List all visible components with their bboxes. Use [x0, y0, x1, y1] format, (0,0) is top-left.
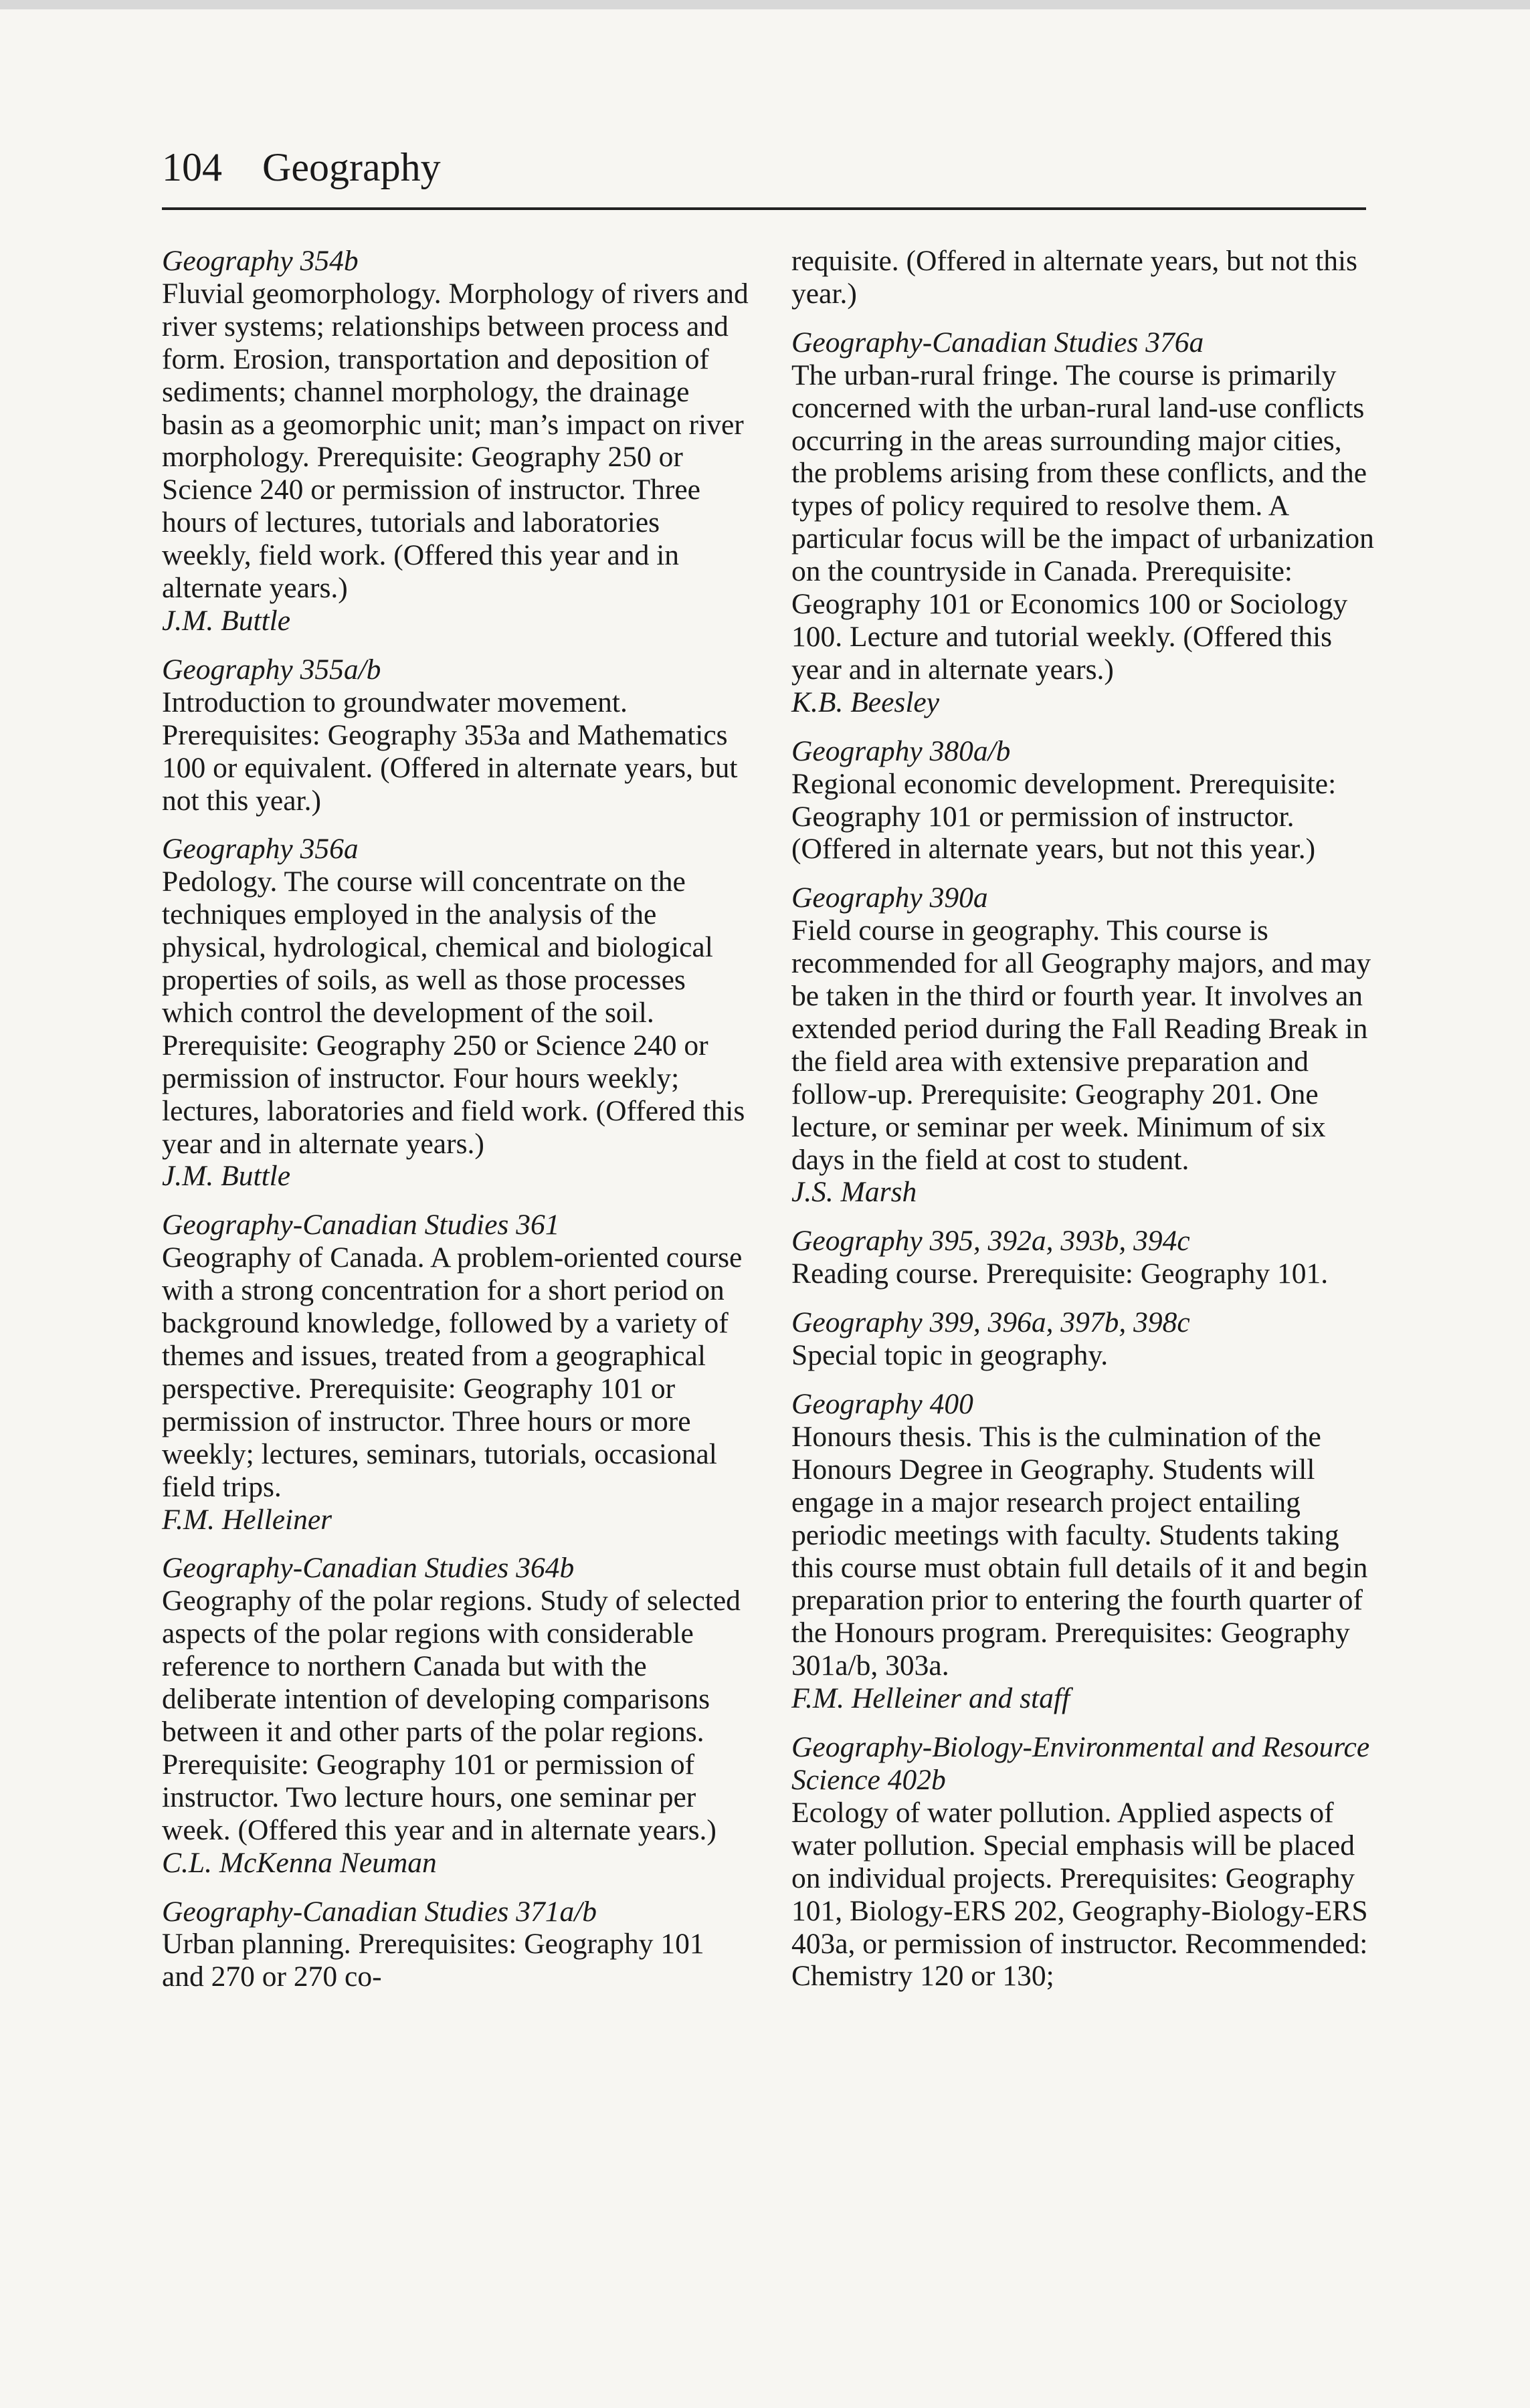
- course-description: Reading course. Prerequisite: Geography 101.: [791, 1258, 1329, 1290]
- course-description: Geography of the polar regions. Study of selected aspects of the polar regions with considerable reference to northern Canada but with the deliberate intention of developing comparisons between it and other parts of the polar regions. Prerequisite: Geography 101 or permission of instructor. Two lecture hours, one seminar per week. (Offered this year and in alternate years.): [162, 1585, 741, 1846]
- course-instructor: J.M. Buttle: [162, 604, 291, 637]
- left-column: [162, 245, 751, 2009]
- course-entry: [791, 1225, 1380, 1290]
- course-title: Geography 354b: [162, 245, 359, 277]
- course-entry: [791, 1731, 1380, 1993]
- course-description: Special topic in geography.: [791, 1339, 1109, 1372]
- course-title: Geography 400: [791, 1388, 973, 1420]
- course-entry: [162, 833, 751, 1193]
- course-entry: [162, 1209, 751, 1536]
- course-title: Geography 390a: [791, 882, 988, 914]
- course-title: Geography-Canadian Studies 376a: [791, 326, 1204, 359]
- course-entry: [162, 245, 751, 637]
- course-instructor: C.L. McKenna Neuman: [162, 1846, 437, 1879]
- course-title: Geography-Canadian Studies 361: [162, 1209, 560, 1241]
- course-entry: [791, 1306, 1380, 1372]
- course-description: Urban planning. Prerequisites: Geography 101 and 270 or 270 co-: [162, 1928, 704, 1993]
- course-instructor: F.M. Helleiner: [162, 1503, 332, 1536]
- course-title: Geography-Biology-Environmental and Resource Science 402b: [791, 1731, 1370, 1796]
- course-entry: [791, 735, 1380, 866]
- course-title: Geography-Canadian Studies 371a/b: [162, 1895, 597, 1928]
- continued-text: requisite. (Offered in alternate years, but not this year.): [791, 245, 1357, 310]
- course-description: Geography of Canada. A problem-oriented course with a strong concentration for a short period on background knowledge, followed by a variety of themes and issues, treated from a geographical perspective. Prerequisite: Geography 101 or permission of instructor. Three hours or more weekly; lectures, seminars, tutorials, occasional field trips.: [162, 1241, 743, 1503]
- right-column: [791, 245, 1380, 2009]
- course-instructor: J.S. Marsh: [791, 1176, 917, 1209]
- course-title: Geography 355a/b: [162, 653, 381, 686]
- course-description: Regional economic development. Prerequisite: Geography 101 or permission of instructor. (Offered in alternate years, but not this year.): [791, 767, 1337, 866]
- course-instructor: K.B. Beesley: [791, 686, 940, 718]
- course-description: The urban-rural fringe. The course is primarily concerned with the urban-rural land-use conflicts occurring in the areas surrounding major cities, the problems arising from these conflicts, and the types of policy required to resolve them. A particular focus will be the impact of urbanization on the countryside in Canada. Prerequisite: Geography 101 or Economics 100 or Sociology 100. Lecture and tutorial weekly. (Offered this year and in alternate years.): [791, 359, 1374, 686]
- header-rule: [162, 207, 1366, 210]
- page-number: 104: [162, 145, 222, 189]
- course-entry: [162, 1552, 751, 1879]
- course-entry: [791, 1388, 1380, 1715]
- course-description: Field course in geography. This course is recommended for all Geography majors, and may be taken in the third or fourth year. It involves an extended period during the Fall Reading Break in the field area with extensive preparation and follow-up. Prerequisite: Geography 201. One lecture, or seminar per week. Minimum of six days in the field at cost to student.: [791, 914, 1371, 1176]
- course-description: Ecology of water pollution. Applied aspects of water pollution. Special emphasis will be placed on individual projects. Prerequisites: Geography 101, Biology-ERS 202, Geography-Biology-ERS 403a, or permission of instructor. Recommended: Chemistry 120 or 130;: [791, 1796, 1368, 1993]
- course-title: Geography-Canadian Studies 364b: [162, 1552, 575, 1585]
- course-instructor: F.M. Helleiner and staff: [791, 1682, 1070, 1715]
- course-title: Geography 395, 392a, 393b, 394c: [791, 1225, 1190, 1258]
- course-instructor: J.M. Buttle: [162, 1160, 291, 1193]
- course-entry: [791, 882, 1380, 1209]
- course-entry: [162, 1896, 751, 1994]
- course-title: Geography 356a: [162, 833, 359, 866]
- course-title: Geography 380a/b: [791, 734, 1011, 767]
- section-title: Geography: [262, 145, 441, 189]
- course-description: Fluvial geomorphology. Morphology of rivers and river systems; relationships between process and form. Erosion, transportation and deposition of sediments; channel morphology, the drainage basin as a geomorphic unit; man’s impact on river morphology. Prerequisite: Geography 250 or Science 240 or permission of instructor. Three hours of lectures, tutorials and laboratories weekly, field work. (Offered this year and in alternate years.): [162, 277, 749, 605]
- course-title: Geography 399, 396a, 397b, 398c: [791, 1306, 1190, 1339]
- course-entry: [162, 654, 751, 817]
- course-description: Introduction to groundwater movement. Prerequisites: Geography 353a and Mathematics 100 or equivalent. (Offered in alternate years, but not this year.): [162, 686, 738, 817]
- page-header: [162, 140, 441, 194]
- course-description: Honours thesis. This is the culmination of the Honours Degree in Geography. Students will engage in a major research project entailing periodic meetings with faculty. Students taking this course must obtain full details of it and begin preparation prior to entering the fourth quarter of the Honours program. Prerequisites: Geography 301a/b, 303a.: [791, 1420, 1368, 1682]
- course-entry: [791, 326, 1380, 719]
- course-description: Pedology. The course will concentrate on the techniques employed in the analysis of the physical, hydrological, chemical and biological properties of soils, as well as those processes which control the development of the soil. Prerequisite: Geography 250 or Science 240 or permission of instructor. Four hours weekly; lectures, laboratories and field work. (Offered this year and in alternate years.): [162, 866, 745, 1160]
